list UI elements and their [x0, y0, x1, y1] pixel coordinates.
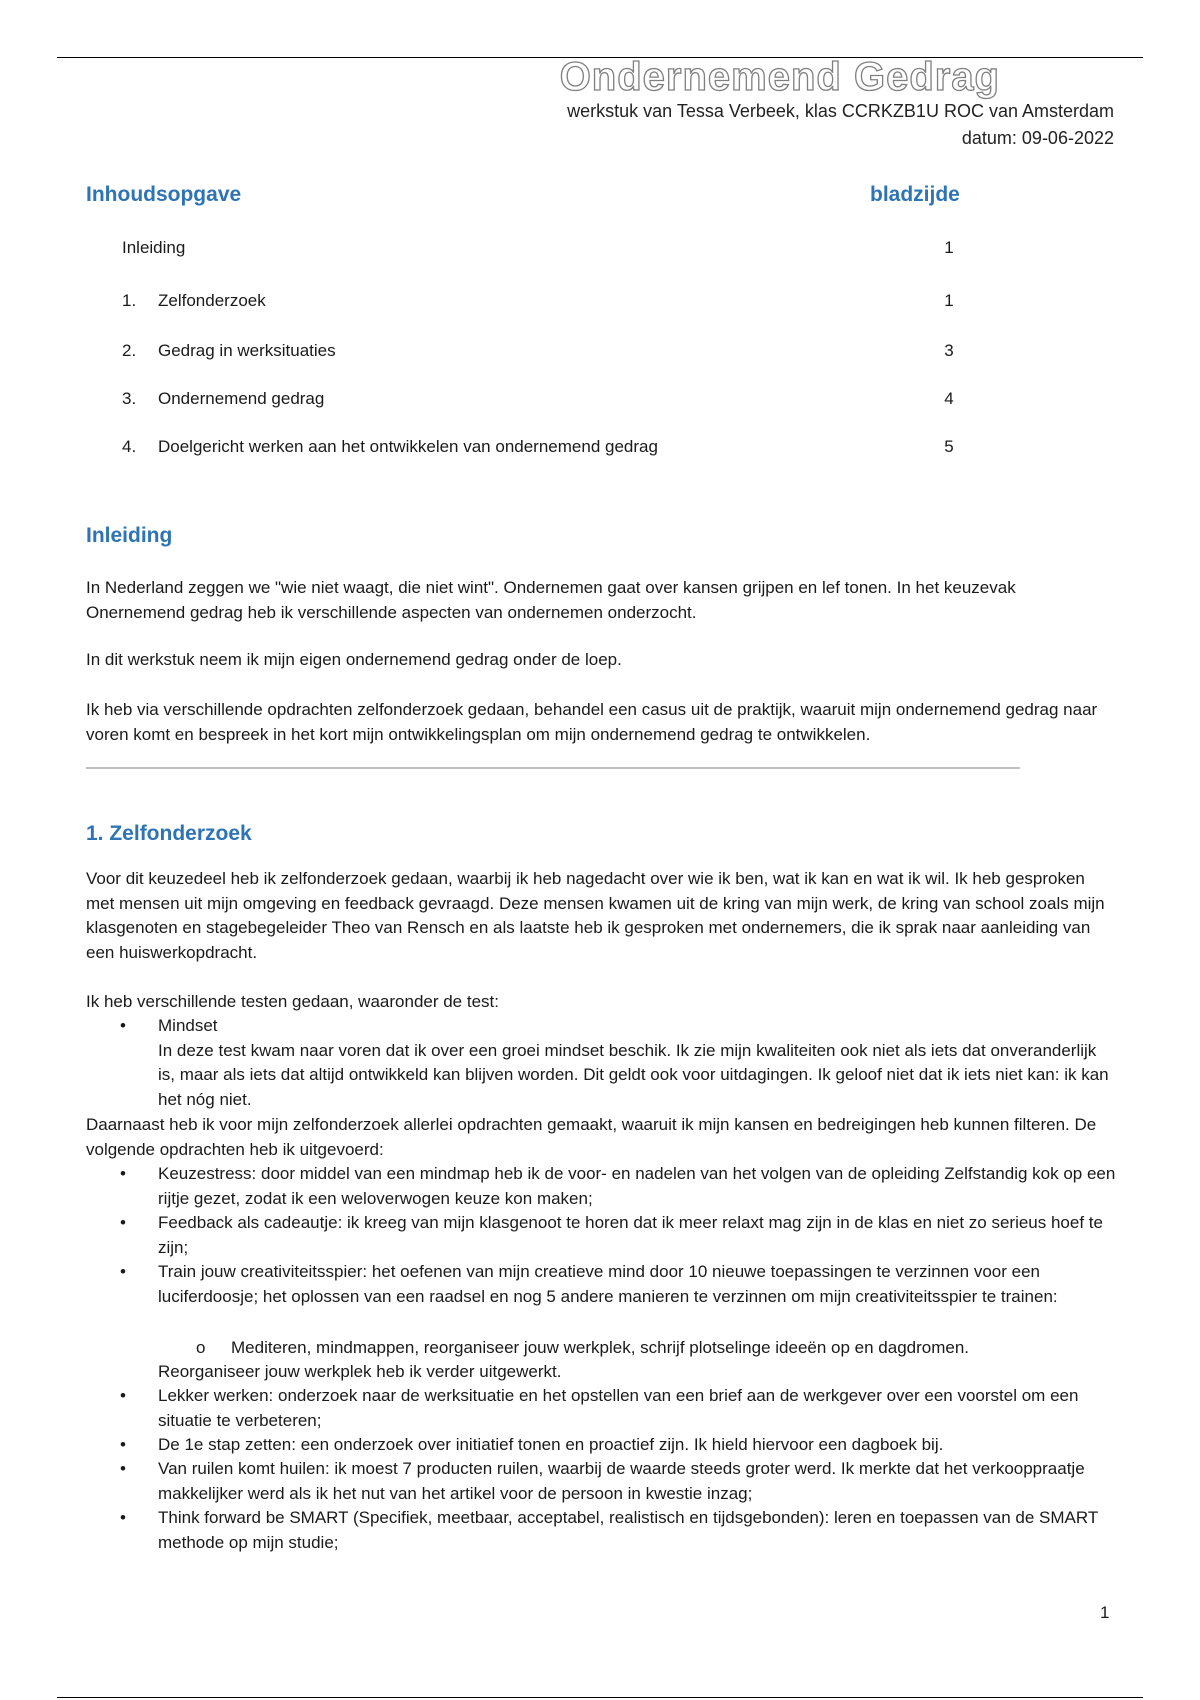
- bullet-icon: •: [120, 1508, 126, 1527]
- toc-item-number: 1.: [122, 291, 137, 310]
- intro-paragraph: Ik heb via verschillende opdrachten zelfonderzoek gedaan, behandel een casus uit de praktijk, waaruit mijn ondernemend gedrag naar voren komt en bespreek in het kort mijn ontwikkelingsplan om mijn ondernemend gedrag te ontwikkelen.: [86, 700, 1098, 744]
- page-number: 1: [1100, 1603, 1110, 1622]
- section1-heading: 1. Zelfonderzoek: [86, 822, 252, 845]
- toc-item[interactable]: [0, 235, 1200, 261]
- circle-bullet-icon: o: [196, 1338, 206, 1357]
- list-item-text: Keuzestress: door middel van een mindmap heb ik de voor- en nadelen van het volgen van de opleiding Zelfstandig kok op een rijtje gezet, zodat ik een weloverwogen keuze kon maken;: [158, 1164, 1116, 1208]
- toc-heading: Inhoudsopgave: [86, 183, 242, 206]
- section1-paragraph: Voor dit keuzedeel heb ik zelfonderzoek gedaan, waarbij ik heb nagedacht over wie ik ben, wat ik kan en wat ik wil. Ik heb gesproken met mensen uit mijn omgeving en feedback gevraagd. Deze mensen kwamen uit de kring van mijn werk, de kring van school zoals mijn klasgenoten en stagebegeleider Theo van Rensch en als laatste heb ik gesproken met ondernemers, die ik sprak naar aanleiding van een huiswerkopdracht.: [86, 869, 1105, 962]
- bullet-icon: •: [120, 1164, 126, 1183]
- section1-paragraph: Daarnaast heb ik voor mijn zelfonderzoek allerlei opdrachten gemaakt, waaruit ik mijn kansen en bedreigingen heb kunnen filteren. De volgende opdrachten heb ik uitgevoerd:: [86, 1115, 1097, 1159]
- section1-paragraph: Ik heb verschillende testen gedaan, waaronder de test:: [86, 992, 499, 1011]
- bullet-icon: •: [120, 1262, 126, 1281]
- section-divider: [86, 767, 1020, 769]
- toc-item-page: 1: [944, 238, 954, 257]
- bullet-icon: •: [120, 1435, 126, 1454]
- toc-item-number: 2.: [122, 341, 137, 360]
- document-title: Ondernemend Gedrag: [559, 55, 1000, 99]
- toc-item-number: 4.: [122, 437, 137, 456]
- intro-paragraph: In dit werkstuk neem ik mijn eigen ondernemend gedrag onder de loep.: [86, 650, 622, 669]
- list-item-text: Lekker werken: onderzoek naar de werksituatie en het opstellen van een brief aan de werkgever over een voorstel om een situatie te verbeteren;: [158, 1386, 1079, 1430]
- toc-item-page: 5: [944, 437, 954, 456]
- bullet-icon: •: [120, 1213, 126, 1232]
- toc-item-page: 3: [944, 341, 954, 360]
- mindset-title: Mindset: [158, 1016, 218, 1035]
- toc-item[interactable]: [0, 288, 1200, 314]
- document-subtitle: werkstuk van Tessa Verbeek, klas CCRKZB1U ROC van Amsterdam: [567, 101, 1114, 121]
- intro-paragraph: In Nederland zeggen we "wie niet waagt, die niet wint". Ondernemen gaat over kansen grijpen en lef tonen. In het keuzevak Onernemend gedrag heb ik verschillende aspecten van ondernemen onderzocht.: [86, 578, 1016, 622]
- toc-item-label: Ondernemend gedrag: [158, 389, 325, 408]
- toc-item-page: 4: [944, 389, 954, 408]
- bullet-icon: •: [120, 1016, 126, 1035]
- list-item-text: Van ruilen komt huilen: ik moest 7 producten ruilen, waarbij de waarde steeds groter werd. Ik merkte dat het verkooppraatje makkelijker werd als ik het nut van het artikel voor de persoon in kwestie inzag;: [158, 1459, 1085, 1503]
- toc-item[interactable]: [0, 386, 1200, 412]
- toc-item-label: Inleiding: [122, 238, 186, 257]
- list-item-text: De 1e stap zetten: een onderzoek over initiatief tonen en proactief zijn. Ik hield hiervoor een dagboek bij.: [158, 1435, 944, 1454]
- sub-list-item-text: Mediteren, mindmappen, reorganiseer jouw werkplek, schrijf plotselinge ideeën op en dagdromen.: [231, 1338, 970, 1357]
- toc-item-page: 1: [944, 291, 954, 310]
- toc-item-label: Gedrag in werksituaties: [158, 341, 336, 360]
- toc-item[interactable]: [0, 338, 1200, 364]
- bullet-icon: •: [120, 1459, 126, 1478]
- list-item-text: Think forward be SMART (Specifiek, meetbaar, acceptabel, realistisch en tijdsgebonden): leren en toepassen van de SMART methode op mijn studie;: [158, 1508, 1098, 1552]
- mindset-text: In deze test kwam naar voren dat ik over een groei mindset beschik. Ik zie mijn kwaliteiten ook niet als iets dat onveranderlijk is, maar als iets dat altijd ontwikkeld kan blijven worden. Dit geldt ook voor uitdagingen. Ik geloof niet dat ik iets niet kan: ik kan het nóg niet.: [158, 1040, 1109, 1109]
- toc-item-label: Zelfonderzoek: [158, 291, 266, 310]
- sub-list-follow-text: Reorganiseer jouw werkplek heb ik verder uitgewerkt.: [158, 1362, 562, 1381]
- document-date: datum: 09-06-2022: [961, 128, 1114, 148]
- list-item-text: Train jouw creativiteitsspier: het oefenen van mijn creatieve mind door 10 nieuwe toepassingen te verzinnen voor een luciferdoosje; het oplossen van een raadsel en nog 5 andere manieren te verzinnen om mijn creativiteitsspier te trainen:: [158, 1262, 1058, 1306]
- toc-item[interactable]: [0, 434, 1200, 460]
- toc-item-number: 3.: [122, 389, 137, 408]
- bottom-rule: [57, 1697, 1143, 1698]
- toc-page-heading: bladzijde: [870, 183, 960, 206]
- bullet-icon: •: [120, 1386, 126, 1405]
- list-item-text: Feedback als cadeautje: ik kreeg van mijn klasgenoot te horen dat ik meer relaxt mag zijn in de klas en niet zo serieus hoef te zijn;: [158, 1213, 1103, 1257]
- intro-heading: Inleiding: [86, 524, 173, 547]
- toc-item-label: Doelgericht werken aan het ontwikkelen van ondernemend gedrag: [158, 437, 658, 456]
